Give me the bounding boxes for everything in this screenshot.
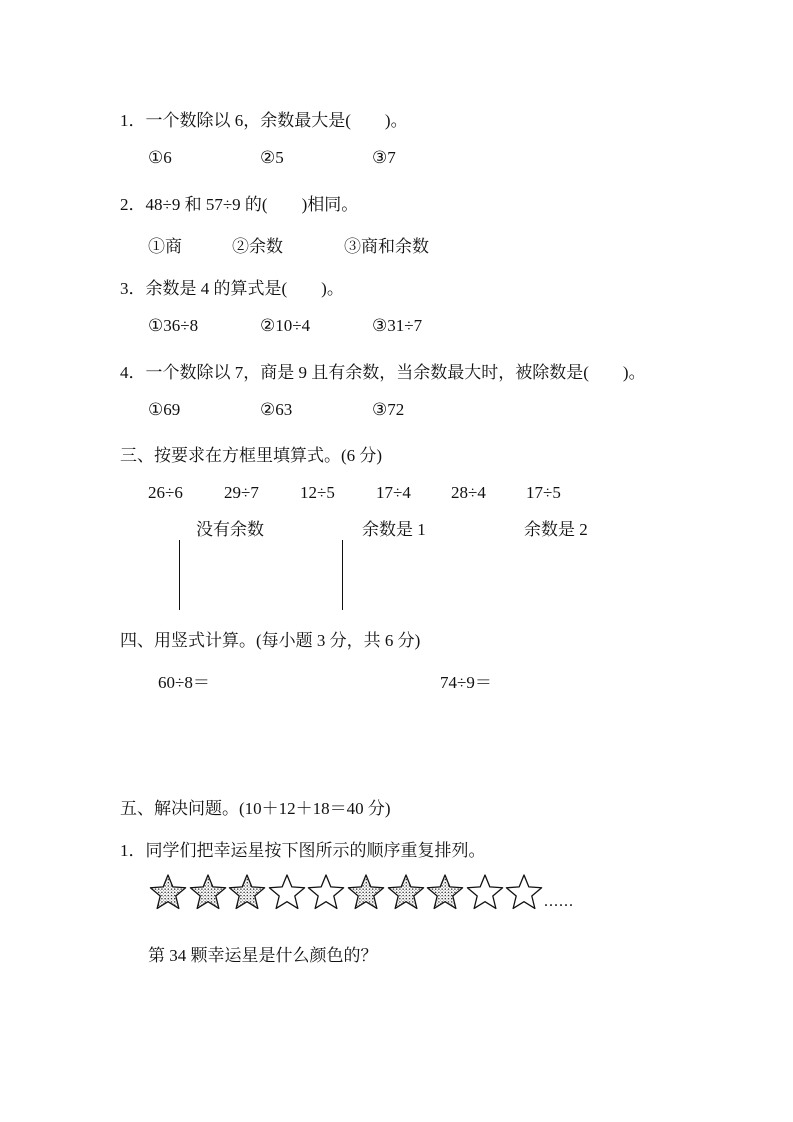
question-2-stem: 2．48÷9 和 57÷9 的( )相同。 xyxy=(120,195,359,214)
question-4-option-3[interactable]: ③72 xyxy=(372,400,405,419)
vertical-calc-2: 74÷9＝ xyxy=(440,673,492,692)
box-divider-left xyxy=(179,540,180,610)
section-4-title: 四、用竖式计算。(每小题 3 分，共 6 分) xyxy=(120,631,421,650)
white-star-icon xyxy=(267,872,307,912)
box-label-remainder-1: 余数是 1 xyxy=(362,520,426,539)
white-star-icon xyxy=(504,872,544,912)
question-3-option-2[interactable]: ②10÷4 xyxy=(260,316,311,335)
expression-1: 26÷6 xyxy=(148,483,183,502)
question-3-option-3[interactable]: ③31÷7 xyxy=(372,316,423,335)
dotted-star-icon xyxy=(346,872,386,912)
section-5-title: 五、解决问题。(10＋12＋18＝40 分) xyxy=(120,799,391,818)
question-4-option-2[interactable]: ②63 xyxy=(260,400,293,419)
question-1-option-1[interactable]: ①6 xyxy=(148,148,172,167)
question-2-option-3[interactable]: ③商和余数 xyxy=(344,237,429,256)
dotted-star-icon xyxy=(227,872,267,912)
box-divider-right xyxy=(342,540,343,610)
question-2-option-1[interactable]: ①商 xyxy=(148,237,182,256)
white-star-icon xyxy=(465,872,505,912)
expression-2: 29÷7 xyxy=(224,483,259,502)
question-1-option-2[interactable]: ②5 xyxy=(260,148,284,167)
expression-5: 28÷4 xyxy=(451,483,486,502)
dotted-star-icon xyxy=(386,872,426,912)
question-1-option-3[interactable]: ③7 xyxy=(372,148,396,167)
expression-4: 17÷4 xyxy=(376,483,411,502)
question-4-option-1[interactable]: ①69 xyxy=(148,400,181,419)
box-label-no-remainder: 没有余数 xyxy=(196,520,264,539)
dotted-star-icon xyxy=(148,872,188,912)
question-4-stem: 4．一个数除以 7，商是 9 且有余数，当余数最大时，被除数是( )。 xyxy=(120,363,646,382)
expression-6: 17÷5 xyxy=(526,483,561,502)
question-3-stem: 3．余数是 4 的算式是( )。 xyxy=(120,279,344,298)
vertical-calc-1: 60÷8＝ xyxy=(158,673,210,692)
question-2-option-2[interactable]: ②余数 xyxy=(232,237,283,256)
expression-3: 12÷5 xyxy=(300,483,335,502)
ellipsis: ...... xyxy=(544,893,574,910)
white-star-icon xyxy=(306,872,346,912)
box-label-remainder-2: 余数是 2 xyxy=(524,520,588,539)
question-3-option-1[interactable]: ①36÷8 xyxy=(148,316,199,335)
question-5-1-stem: 1．同学们把幸运星按下图所示的顺序重复排列。 xyxy=(120,841,486,860)
question-1-stem: 1．一个数除以 6，余数最大是( )。 xyxy=(120,111,408,130)
question-5-1-question: 第 34 颗幸运星是什么颜色的？ xyxy=(148,946,378,965)
dotted-star-icon xyxy=(188,872,228,912)
section-3-title: 三、按要求在方框里填算式。(6 分) xyxy=(120,446,383,465)
dotted-star-icon xyxy=(425,872,465,912)
